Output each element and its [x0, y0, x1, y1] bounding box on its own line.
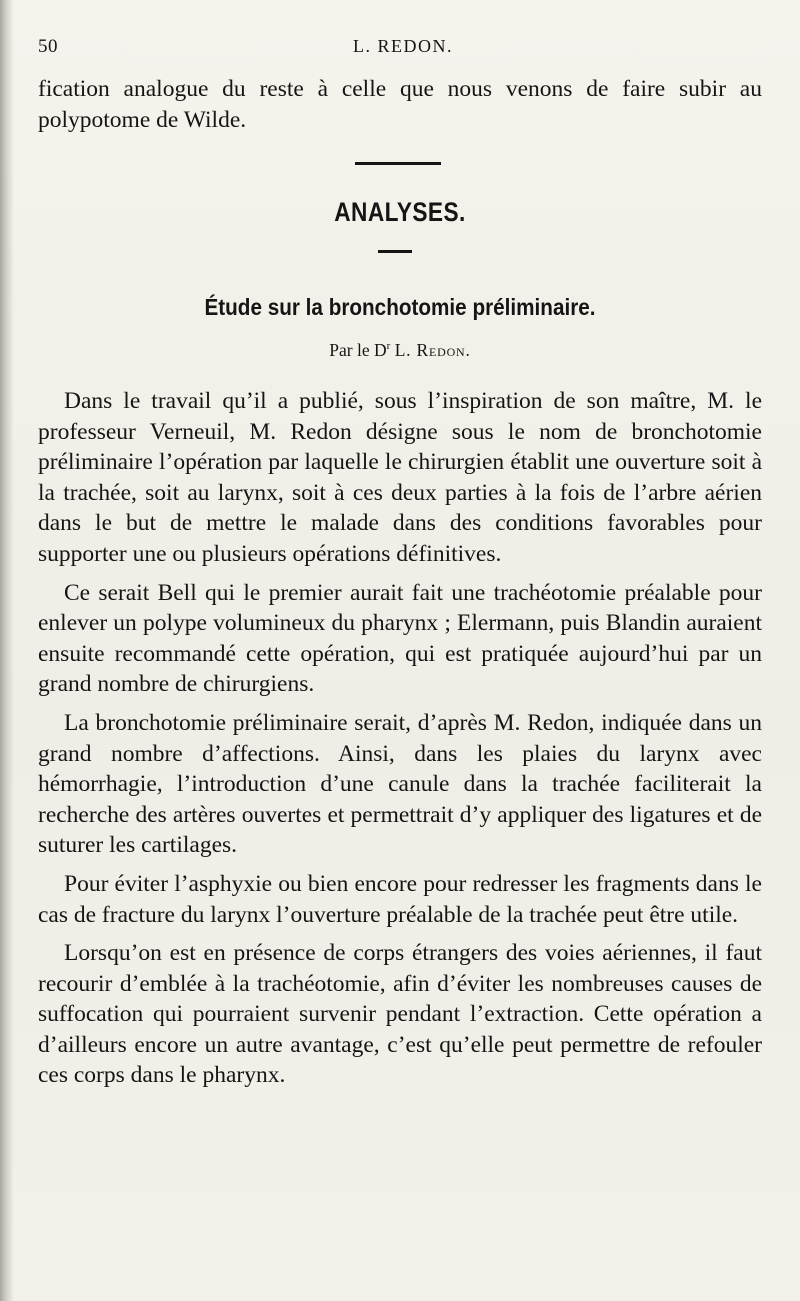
- article-title: Étude sur la bronchotomie préliminaire.: [204, 294, 596, 320]
- article-body: [38, 386, 762, 1099]
- article-byline: [38, 340, 762, 361]
- page-number: 50: [38, 36, 58, 57]
- running-head: L. REDON.: [353, 36, 453, 56]
- paragraph-1: Dans le travail qu’il a publié, sous l’inspiration de son maître, M. le professeur Verneuil, M. Redon désigne sous le nom de bronchotomie préliminaire l’opération par laquelle le chirurgien établit une ouverture soit à la trachée, soit au larynx, soit à ces deux parties à la fois de l’arbre aérien dans le but de mettre le malade dans des conditions favorables pour supporter une ou plusieurs opérations définitives.: [38, 388, 762, 567]
- section-rule-bottom: [378, 250, 412, 253]
- page-binding-edge: [0, 0, 14, 1301]
- paragraph-4: Pour éviter l’asphyxie ou bien encore pour redresser les fragments dans le cas de fracture du larynx l’ouverture préalable de la trachée peut être utile.: [38, 870, 762, 928]
- paragraph-3: La bronchotomie préliminaire serait, d’après M. Redon, indiquée dans un grand nombre d’affections. Ainsi, dans les plaies du larynx avec hémorrhagie, l’introduction d’une canule dans la trachée faciliterait la recherche des artères ouvertes et permettrait d’y appliquer des ligatures et de suturer les cartilages.: [38, 709, 762, 859]
- byline-author: L. Redon.: [394, 340, 471, 360]
- section-rule-top: [355, 162, 441, 165]
- section-title: ANALYSES.: [334, 197, 466, 227]
- paragraph-2: Ce serait Bell qui le premier aurait fait une trachéotomie préalable pour enlever un polype volumineux du pharynx ; Elermann, puis Blandin auraient ensuite recommandé cette opération, qui est pratiquée aujourd’hui par un grand nombre de chirurgiens.: [38, 579, 762, 698]
- byline-prefix: Par le D: [329, 340, 387, 360]
- intro-paragraph: fication analogue du reste à celle que nous venons de faire subir au polypotome de Wilde.: [38, 76, 762, 133]
- page-header: [38, 36, 768, 64]
- paragraph-5: Lorsqu’on est en présence de corps étrangers des voies aériennes, il faut recourir d’emblée à la trachéotomie, afin d’éviter les nombreuses causes de suffocation qui pourraient survenir pendant l’extraction. Cette opération a d’ailleurs encore un autre avantage, c’est qu’elle peut permettre de refouler ces corps dans le pharynx.: [38, 940, 762, 1089]
- byline-superscript: r: [386, 340, 391, 353]
